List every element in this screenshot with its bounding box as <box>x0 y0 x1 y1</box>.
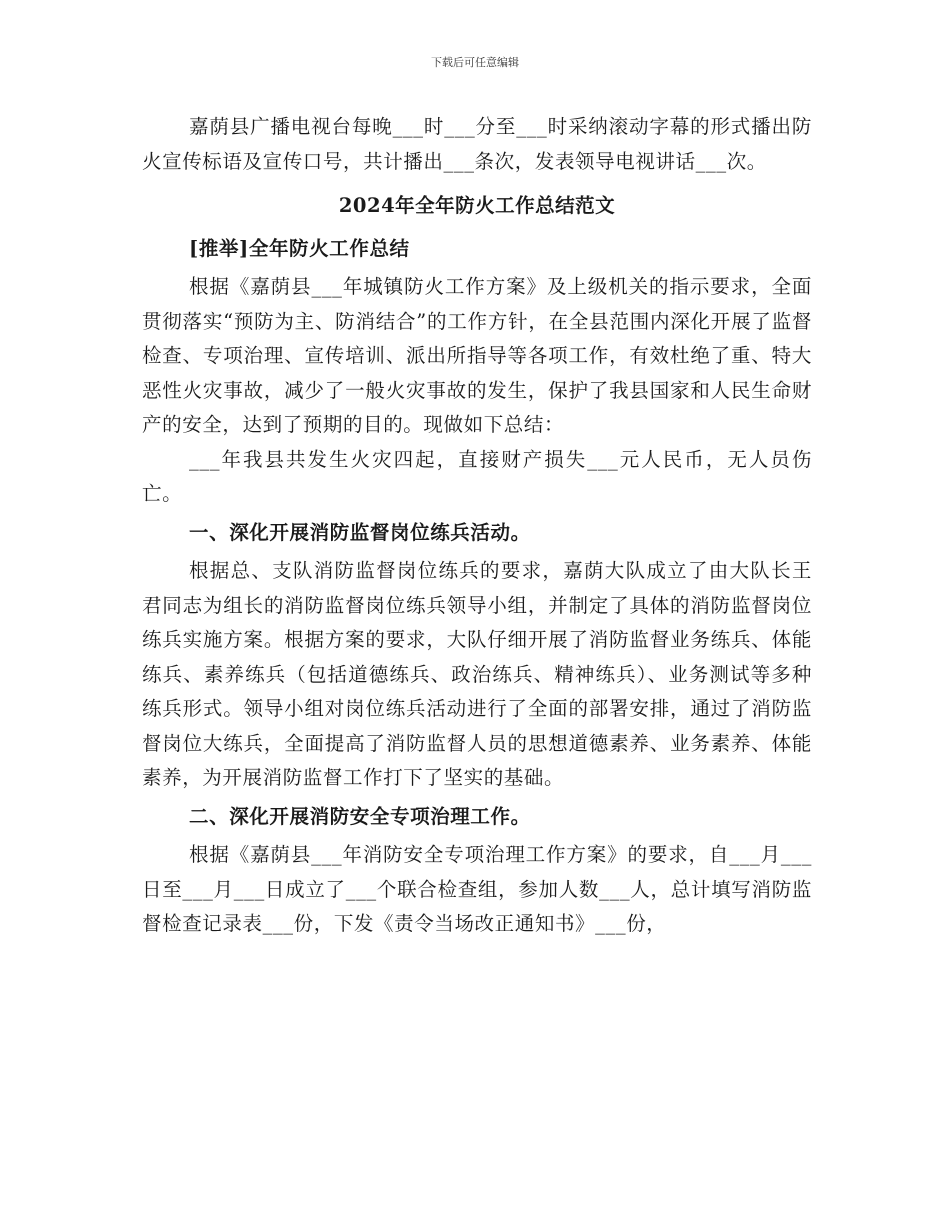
document-title: 2024年全年防火工作总结范文 <box>338 194 616 217</box>
body-paragraph-3: 根据总、支队消防监督岗位练兵的要求，嘉荫大队成立了由大队长王君同志为组长的消防监督岗位练兵领导小组，并制定了具体的消防监督岗位练兵实施方案。根据方案的要求，大队仔细开展了消防监督业务练兵、体能练兵、素养练兵（包括道德练兵、政治练兵、精神练兵）、业务测试等多种练兵形式。领导小组对岗位练兵活动进行了全面的部署安排，通过了消防监督岗位大练兵，全面提高了消防监督人员的思想道德素养、业务素养、体能素养，为开展消防监督工作打下了坚实的基础。 <box>142 559 812 789</box>
body-paragraph-1: 根据《嘉荫县___年城镇防火工作方案》及上级机关的指示要求，全面贯彻落实“预防为主、防消结合”的工作方针，在全县范围内深化开展了监督检查、专项治理、宣传培训、派出所指导等各项工作，有效杜绝了重、特大恶性火灾事故，减少了一般火灾事故的发生，保护了我县国家和人民生命财产的安全，达到了预期的目的。现做如下总结： <box>142 275 812 436</box>
page-header: 下载后可任意编辑 <box>431 56 519 69</box>
document-subtitle: [推举]全年防火工作总结 <box>189 236 410 260</box>
body-paragraph-4: 根据《嘉荫县___年消防安全专项治理工作方案》的要求，自___月___日至___月___日成立了___个联合检查组，参加人数___人，总计填写消防监督检查记录表___份，下发《责令当场改正通知书》___份， <box>142 843 812 935</box>
intro-paragraph: 嘉荫县广播电视台每晚___时___分至___时采纳滚动字幕的形式播出防火宣传标语及宣传口号，共计播出___条次，发表领导电视讲话___次。 <box>142 115 812 173</box>
section-heading-1: 一、深化开展消防监督岗位练兵活动。 <box>189 520 531 544</box>
document-body <box>142 110 812 942</box>
body-paragraph-2: ___年我县共发生火灾四起，直接财产损失___元人民币，无人员伤亡。 <box>142 447 812 505</box>
section-heading-2: 二、深化开展消防安全专项治理工作。 <box>189 804 531 828</box>
